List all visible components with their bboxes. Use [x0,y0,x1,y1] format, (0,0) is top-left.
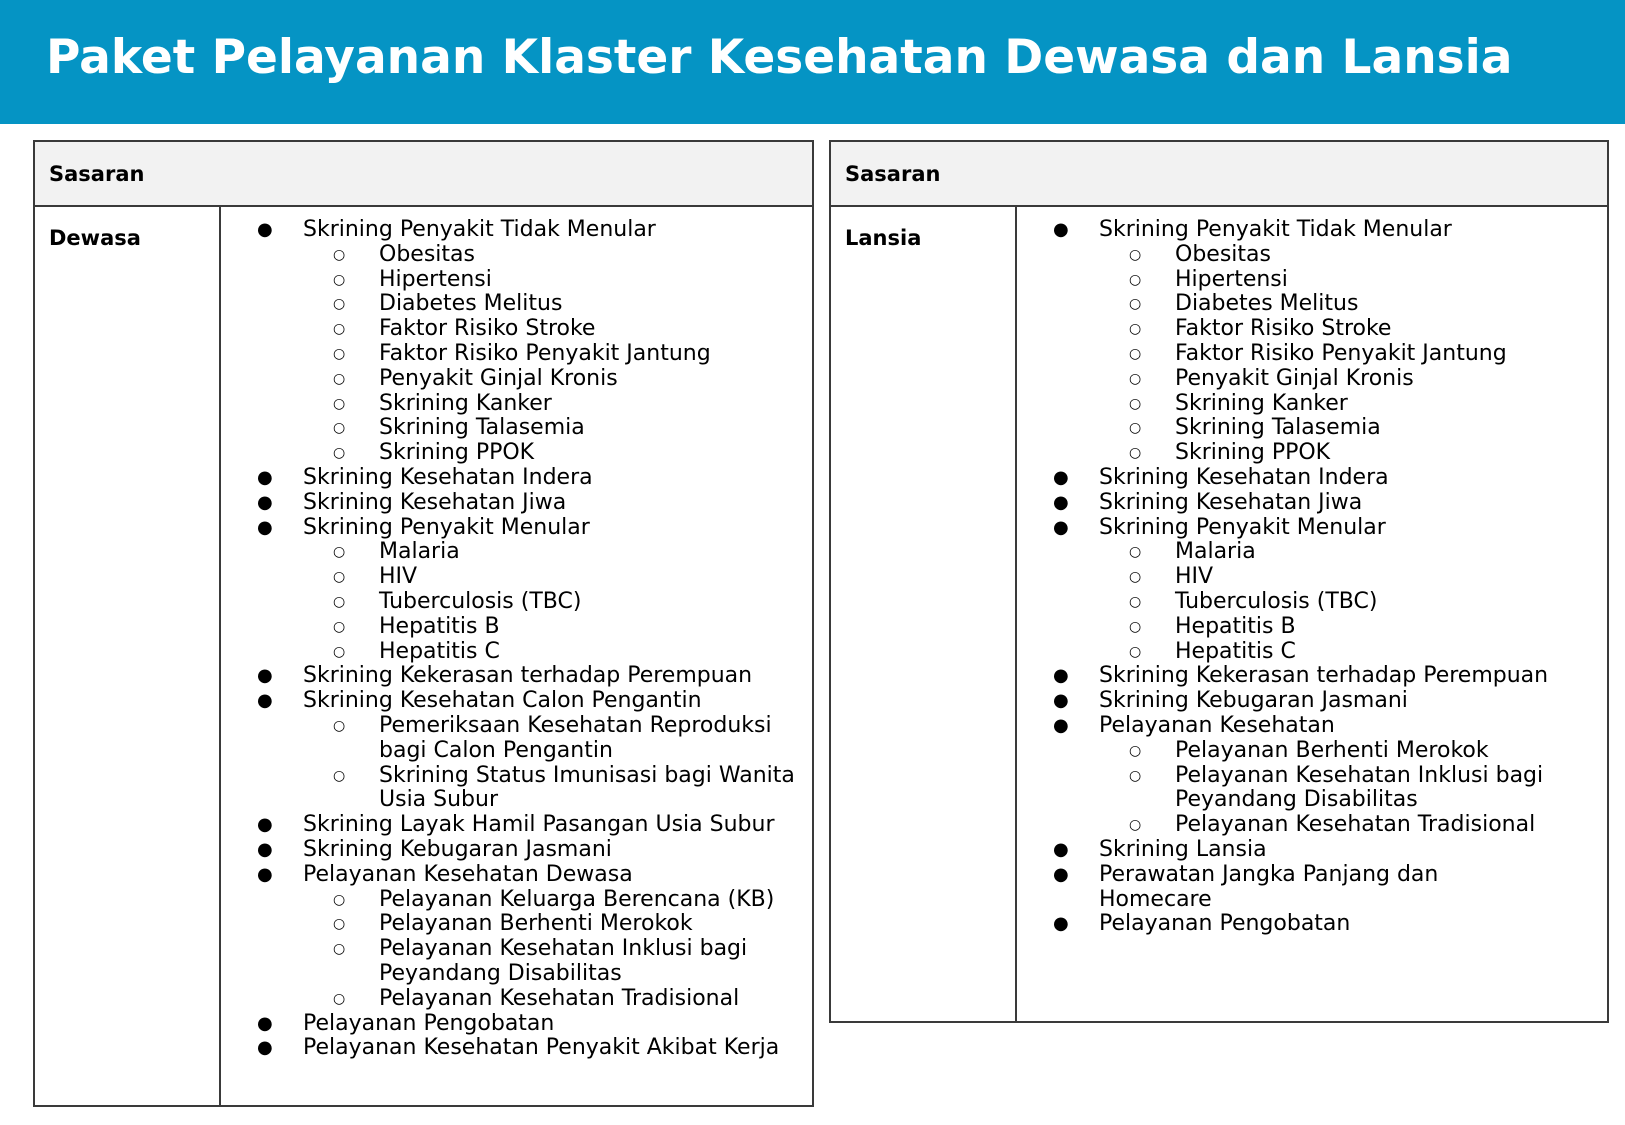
sub-list-item [1053,342,1565,367]
circle-bullet-icon: ○ [333,717,346,734]
sub-list-item [257,342,799,367]
bullet-icon: ● [1053,665,1069,687]
item-text: Skrining Status Imunisasi bagi Wanita Usia Subur [379,762,795,813]
circle-bullet-icon: ○ [1129,767,1142,784]
circle-bullet-icon: ○ [1129,569,1142,586]
item-text: Pelayanan Pengobatan [1099,911,1351,937]
circle-bullet-icon: ○ [1129,271,1142,288]
list-item [257,838,799,863]
bullet-icon: ● [257,814,273,836]
bullet-icon: ● [1053,219,1069,240]
circle-bullet-icon: ○ [333,767,346,784]
circle-bullet-icon: ○ [1129,643,1142,660]
item-text: Skrining Kesehatan Calon Pengantin [303,688,702,714]
item-text: Faktor Risiko Penyakit Jantung [1175,340,1507,366]
item-text: Obesitas [379,241,475,267]
list-item [257,1012,799,1037]
circle-bullet-icon: ○ [1129,395,1142,412]
sub-list-item [257,764,799,814]
sub-list-item [257,937,799,987]
item-text: Skrining Layak Hamil Pasangan Usia Subur [303,812,775,838]
item-text: Tuberculosis (TBC) [1175,588,1378,614]
service-list [257,218,799,1061]
sub-list-item [1053,540,1565,565]
sub-list-item [257,888,799,913]
circle-bullet-icon: ○ [333,569,346,586]
item-text: Skrining Kekerasan terhadap Perempuan [303,663,753,689]
item-text: Hipertensi [1175,266,1288,292]
item-text: Pelayanan Berhenti Merokok [379,911,693,937]
bullet-icon: ● [1053,491,1069,513]
bullet-icon: ● [257,863,273,885]
sub-list-item [257,615,799,640]
sub-list-item [1053,367,1565,392]
circle-bullet-icon: ○ [1129,296,1142,313]
target-label: Dewasa [49,226,141,250]
circle-bullet-icon: ○ [333,891,346,908]
item-text: Skrining PPOK [1175,440,1331,466]
list-item [1053,218,1565,243]
bullet-icon: ● [257,219,273,240]
item-text: Skrining Talasemia [379,415,585,441]
target-label: Lansia [845,226,922,250]
item-text: HIV [1175,564,1214,590]
circle-bullet-icon: ○ [333,544,346,561]
item-text: HIV [379,564,418,590]
item-text: Hepatitis B [1175,613,1296,639]
circle-bullet-icon: ○ [1129,370,1142,387]
sub-list-item [1053,292,1565,317]
circle-bullet-icon: ○ [1129,345,1142,362]
item-text: Obesitas [1175,241,1271,267]
sub-list-item [1053,565,1565,590]
sub-list-item [257,367,799,392]
item-text: Skrining Kesehatan Indera [1099,464,1389,490]
column-divider [219,207,221,1105]
list-item [257,516,799,541]
circle-bullet-icon: ○ [333,271,346,288]
list-item [257,689,799,714]
sub-list-item [1053,268,1565,293]
circle-bullet-icon: ○ [333,916,346,933]
sub-list-item [1053,416,1565,441]
circle-bullet-icon: ○ [333,395,346,412]
circle-bullet-icon: ○ [1129,246,1142,263]
sub-list-item [257,565,799,590]
circle-bullet-icon: ○ [333,643,346,660]
item-text: Skrining Penyakit Tidak Menular [303,217,656,242]
item-text: Skrining Kebugaran Jasmani [303,836,612,862]
item-text: Skrining Kekerasan terhadap Perempuan [1099,663,1549,689]
sub-list-item [1053,615,1565,640]
item-text: Faktor Risiko Stroke [379,316,596,342]
sub-list-item [257,268,799,293]
item-text: Faktor Risiko Penyakit Jantung [379,340,711,366]
item-text: Skrining Kanker [1175,390,1348,416]
bullet-icon: ● [257,665,273,687]
circle-bullet-icon: ○ [333,445,346,462]
circle-bullet-icon: ○ [1129,817,1142,834]
item-text: Pelayanan Kesehatan Penyakit Akibat Kerja [303,1035,780,1061]
sub-list-item [1053,243,1565,268]
circle-bullet-icon: ○ [1129,321,1142,338]
list-item [257,1036,799,1061]
page-title: Paket Pelayanan Klaster Kesehatan Dewasa dan Lansia [46,30,1513,85]
sub-list-item [257,714,799,764]
bullet-icon: ● [1053,838,1069,860]
item-text: Penyakit Ginjal Kronis [1175,365,1414,391]
panel-header [831,142,1607,207]
circle-bullet-icon: ○ [333,296,346,313]
title-banner [0,0,1625,124]
panel-lansia [829,140,1609,1023]
item-text: Malaria [1175,539,1256,565]
item-text: Skrining PPOK [379,440,535,466]
item-text: Pelayanan Kesehatan Inklusi bagi Peyandang Disabilitas [379,936,748,986]
sub-list-item [1053,590,1565,615]
item-text: Diabetes Melitus [1175,291,1359,317]
bullet-icon: ● [1053,714,1069,736]
item-text: Pelayanan Keluarga Berencana (KB) [379,886,775,912]
item-text: Pelayanan Kesehatan Inklusi bagi Peyandang Disabilitas [1175,762,1544,813]
bullet-icon: ● [257,690,273,712]
service-list [1053,218,1565,937]
item-text: Skrining Kebugaran Jasmani [1099,688,1408,714]
sub-list-item [1053,441,1565,466]
sub-list-item [257,392,799,417]
sub-list-item [257,243,799,268]
sub-list-item [257,640,799,665]
bullet-icon: ● [257,1037,273,1059]
item-text: Pelayanan Kesehatan [1099,712,1335,738]
list-item [257,218,799,243]
item-text: Skrining Talasemia [1175,415,1381,441]
sub-list-item [257,441,799,466]
bullet-icon: ● [1053,913,1069,935]
list-item [1053,491,1565,516]
bullet-icon: ● [257,516,273,538]
item-text: Tuberculosis (TBC) [379,588,582,614]
panel-dewasa [33,140,814,1107]
sub-list-item [257,540,799,565]
list-item [1053,838,1565,863]
sub-list-item [257,416,799,441]
item-text: Penyakit Ginjal Kronis [379,365,618,391]
circle-bullet-icon: ○ [333,941,346,958]
circle-bullet-icon: ○ [1129,544,1142,561]
bullet-icon: ● [257,1012,273,1034]
list-item [1053,714,1565,739]
item-text: Hipertensi [379,266,492,292]
circle-bullet-icon: ○ [333,246,346,263]
item-text: Diabetes Melitus [379,291,563,317]
circle-bullet-icon: ○ [333,593,346,610]
circle-bullet-icon: ○ [333,321,346,338]
item-text: Skrining Kanker [379,390,552,416]
circle-bullet-icon: ○ [333,990,346,1007]
list-item [257,664,799,689]
panel-header [35,142,812,207]
list-item [1053,863,1565,913]
circle-bullet-icon: ○ [1129,618,1142,635]
circle-bullet-icon: ○ [1129,445,1142,462]
item-text: Hepatitis C [379,638,500,664]
column-divider [1015,207,1017,1021]
bullet-icon: ● [257,491,273,513]
list-item [1053,516,1565,541]
sub-list-item [257,292,799,317]
bullet-icon: ● [1053,690,1069,712]
sub-list-item [257,987,799,1012]
item-text: Skrining Kesehatan Indera [303,464,593,490]
item-text: Pelayanan Kesehatan Dewasa [303,861,633,887]
item-text: Skrining Penyakit Menular [303,514,590,540]
item-text: Pemeriksaan Kesehatan Reproduksi bagi Calon Pengantin [379,712,772,763]
item-text: Perawatan Jangka Panjang dan Homecare [1099,861,1439,912]
item-text: Skrining Penyakit Tidak Menular [1099,217,1452,242]
item-text: Faktor Risiko Stroke [1175,316,1392,342]
sub-list-item [257,590,799,615]
list-item [257,863,799,888]
bullet-icon: ● [257,466,273,488]
item-text: Hepatitis C [1175,638,1296,664]
sasaran-label: Sasaran [845,162,941,186]
list-item [1053,912,1565,937]
bullet-icon: ● [1053,516,1069,538]
bullet-icon: ● [1053,466,1069,488]
list-item [257,813,799,838]
item-text: Skrining Kesehatan Jiwa [1099,489,1363,515]
circle-bullet-icon: ○ [333,370,346,387]
sub-list-item [1053,813,1565,838]
circle-bullet-icon: ○ [333,345,346,362]
list-item [257,466,799,491]
item-text: Pelayanan Kesehatan Tradisional [1175,812,1536,838]
bullet-icon: ● [1053,863,1069,885]
item-text: Skrining Lansia [1099,836,1267,862]
sub-list-item [1053,317,1565,342]
item-text: Pelayanan Kesehatan Tradisional [379,985,740,1011]
item-text: Skrining Penyakit Menular [1099,514,1386,540]
circle-bullet-icon: ○ [1129,420,1142,437]
sub-list-item [257,912,799,937]
sub-list-item [1053,764,1565,814]
sasaran-label: Sasaran [49,162,145,186]
sub-list-item [1053,640,1565,665]
list-item [1053,689,1565,714]
list-item [257,491,799,516]
bullet-icon: ● [257,838,273,860]
item-text: Skrining Kesehatan Jiwa [303,489,567,515]
circle-bullet-icon: ○ [333,618,346,635]
list-item [1053,466,1565,491]
circle-bullet-icon: ○ [1129,593,1142,610]
item-text: Pelayanan Berhenti Merokok [1175,737,1489,763]
list-item [1053,664,1565,689]
item-text: Malaria [379,539,460,565]
item-text: Hepatitis B [379,613,500,639]
circle-bullet-icon: ○ [333,420,346,437]
sub-list-item [1053,392,1565,417]
sub-list-item [1053,739,1565,764]
sub-list-item [257,317,799,342]
circle-bullet-icon: ○ [1129,742,1142,759]
item-text: Pelayanan Pengobatan [303,1010,555,1036]
